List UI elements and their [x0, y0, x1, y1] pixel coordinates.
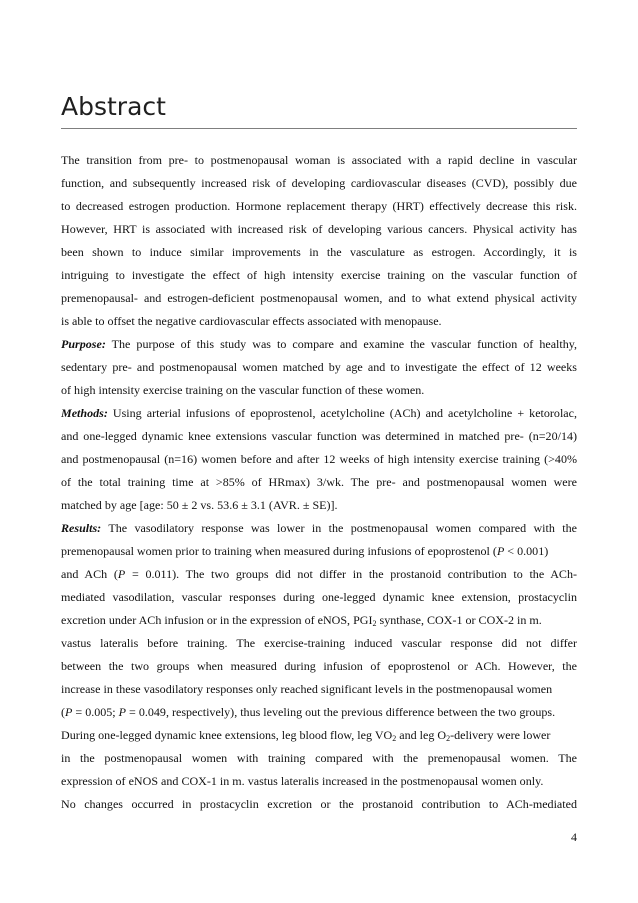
results-text: < 0.001) — [504, 544, 549, 558]
results-text: = 0.049, respectively), thus leveling out the previous difference between the two groups. — [126, 705, 556, 719]
p-symbol: P — [117, 567, 126, 581]
heading-rule — [61, 128, 577, 129]
methods-label: Methods: — [61, 406, 108, 420]
results-line: expression of eNOS and COX-1 in m. vastus lateralis increased in the postmenopausal women only. — [61, 774, 544, 788]
results-text: -delivery were lower — [450, 728, 551, 742]
results-line — [61, 517, 577, 540]
purpose-line: sedentary pre- and postmenopausal women matched by age and to investigate the effect of 12 weeks — [61, 360, 577, 374]
subscript: 2 — [392, 734, 397, 743]
intro-line: function, and subsequently increased risk of developing cardiovascular diseases (CVD), possibly due — [61, 176, 577, 190]
methods-line: of the total training time at >85% of HRmax) 3/wk. The pre- and postmenopausal women were — [61, 475, 577, 489]
intro-line: to decreased estrogen production. Hormone replacement therapy (HRT) effectively decrease this risk. — [61, 199, 577, 213]
results-line — [61, 540, 577, 563]
results-text: The vasodilatory response was lower in the postmenopausal women compared with the — [108, 521, 577, 535]
purpose-line — [61, 333, 577, 356]
results-text: and ACh ( — [61, 567, 118, 581]
results-line: between the two groups when measured during infusion of epoprostenol or ACh. However, the — [61, 659, 577, 673]
p-symbol: P — [496, 544, 505, 558]
results-label: Results: — [61, 521, 102, 535]
results-text: = 0.005; — [72, 705, 119, 719]
results-text: and leg O — [396, 728, 447, 742]
subscript: 2 — [372, 619, 377, 628]
p-symbol: P — [118, 705, 127, 719]
subscript: 2 — [446, 734, 451, 743]
intro-line: premenopausal- and estrogen-deficient postmenopausal women, and to what extend physical activity — [61, 291, 577, 305]
results-line: in the postmenopausal women with training compared with the premenopausal women. The — [61, 751, 577, 765]
intro-line: The transition from pre- to postmenopausal woman is associated with a rapid decline in vascular — [61, 153, 577, 167]
intro-line: is able to offset the negative cardiovascular effects associated with menopause. — [61, 314, 442, 328]
results-text: ( — [61, 705, 66, 719]
page-number: 4 — [571, 830, 577, 844]
purpose-label: Purpose: — [61, 337, 106, 351]
results-text: excretion under ACh infusion or in the expression of eNOS, PGI — [61, 613, 373, 627]
abstract-body — [61, 149, 577, 816]
methods-line: and one-legged dynamic knee extensions vascular function was determined in matched pre- (n=20/14) — [61, 429, 577, 443]
results-line: mediated vasodilation, vascular responses during one-legged dynamic knee extension, prostacyclin — [61, 590, 577, 604]
purpose-text: The purpose of this study was to compare and examine the vascular function of healthy, — [111, 337, 577, 351]
results-line: vastus lateralis before training. The exercise-training induced vascular response did not differ — [61, 636, 577, 650]
section-heading: Abstract — [61, 92, 166, 121]
p-symbol: P — [65, 705, 73, 719]
methods-text: Using arterial infusions of epoprostenol, acetylcholine (ACh) and acetylcholine + ketorolac, — [112, 406, 577, 420]
results-line: No changes occurred in prostacyclin excretion or the prostanoid contribution to ACh-mediated — [61, 797, 577, 811]
intro-line: intriguing to investigate the effect of high intensity exercise training on the vascular function of — [61, 268, 577, 282]
results-line: increase in these vasodilatory responses only reached significant levels in the postmenopausal women — [61, 682, 553, 696]
methods-line: and postmenopausal (n=16) women before and after 12 weeks of high intensity exercise training (>40% — [61, 452, 577, 466]
results-text: synthase, COX-1 or COX-2 in m. — [376, 613, 542, 627]
results-text: premenopausal women prior to training when measured during infusions of epoprostenol ( — [61, 544, 497, 558]
purpose-line: of high intensity exercise training on the vascular function of these women. — [61, 383, 425, 397]
results-line — [61, 609, 577, 632]
results-line — [61, 563, 577, 586]
intro-line: However, HRT is associated with increased risk of developing various cancers. Physical activity has — [61, 222, 577, 236]
results-line — [61, 701, 577, 724]
results-text: During one-legged dynamic knee extensions, leg blood flow, leg VO — [61, 728, 393, 742]
methods-line: matched by age [age: 50 ± 2 vs. 53.6 ± 3.1 (AVR. ± SE)]. — [61, 498, 338, 512]
results-line — [61, 724, 577, 747]
results-text: = 0.011). The two groups did not differ in the prostanoid contribution to the ACh- — [125, 567, 577, 581]
intro-line: been shown to induce similar improvements in the vasculature as estrogen. Accordingly, it is — [61, 245, 577, 259]
methods-line — [61, 402, 577, 425]
